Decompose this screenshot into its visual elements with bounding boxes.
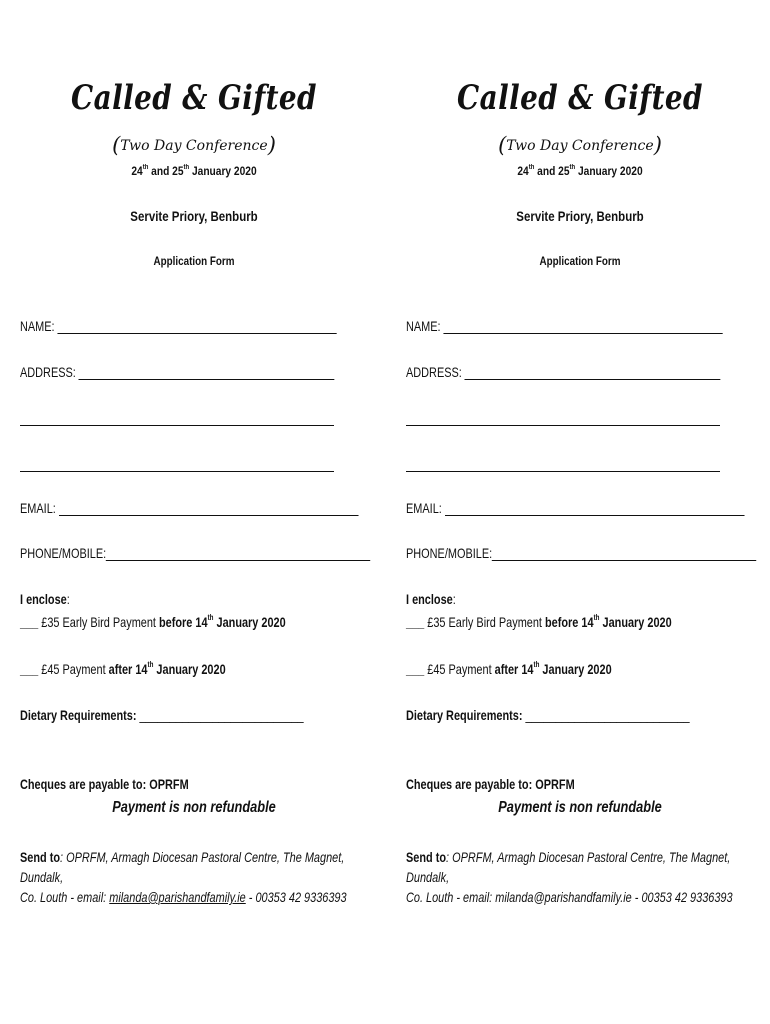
venue: Servite Priory, Benburb xyxy=(516,208,644,224)
application-form-left xyxy=(14,0,384,1024)
email-line[interactable] xyxy=(445,502,745,516)
name-field[interactable] xyxy=(20,318,337,334)
address-line-2[interactable] xyxy=(406,425,720,426)
dietary-label: Dietary Requirements: xyxy=(406,707,523,723)
address-field[interactable] xyxy=(20,364,335,380)
address-line[interactable] xyxy=(465,366,721,380)
name-field[interactable] xyxy=(406,318,723,334)
standard-payment-option[interactable]: ___ £45 Payment after 14th January 2020 xyxy=(406,660,612,677)
application-form-right xyxy=(400,0,770,1024)
form-title: Called & Gifted xyxy=(457,78,703,118)
non-refundable-note: Payment is non refundable xyxy=(498,799,662,816)
early-bird-option[interactable]: ___ £35 Early Bird Payment before 14th January 2020 xyxy=(20,613,286,630)
early-bird-option[interactable]: ___ £35 Early Bird Payment before 14th January 2020 xyxy=(406,613,672,630)
name-label: NAME: xyxy=(406,318,441,334)
subtitle-text: Two Day Conference xyxy=(506,138,654,154)
form-title: Called & Gifted xyxy=(71,78,317,118)
name-label: NAME: xyxy=(20,318,55,334)
phone-label: PHONE/MOBILE: xyxy=(20,545,107,561)
cheques-payable: Cheques are payable to: OPRFM xyxy=(406,776,575,792)
subtitle-text: Two Day Conference xyxy=(120,138,268,154)
dietary-field[interactable] xyxy=(406,707,690,723)
phone-field[interactable] xyxy=(20,545,371,561)
address-line-3[interactable] xyxy=(20,471,334,472)
phone-label: PHONE/MOBILE: xyxy=(406,545,493,561)
venue: Servite Priory, Benburb xyxy=(130,208,258,224)
email-field[interactable] xyxy=(406,500,744,516)
address-line[interactable] xyxy=(79,366,335,380)
form-subtitle: (Two Day Conference) xyxy=(112,133,276,157)
phone-line[interactable] xyxy=(106,547,370,561)
form-subtitle: (Two Day Conference) xyxy=(498,133,662,157)
send-to-address: Send to: OPRFM, Armagh Diocesan Pastoral Centre, The Magnet, Dundalk, Co. Louth - email: milanda@parishandfamily.ie - 00353 42 9336393 xyxy=(20,849,347,905)
standard-payment-option[interactable]: ___ £45 Payment after 14th January 2020 xyxy=(20,660,226,677)
name-line[interactable] xyxy=(444,320,723,334)
address-label: ADDRESS: xyxy=(406,364,462,380)
dietary-field[interactable] xyxy=(20,707,304,723)
name-line[interactable] xyxy=(58,320,337,334)
conference-dates: 24th and 25th January 2020 xyxy=(517,164,643,178)
enclose-heading: I enclose: xyxy=(20,591,70,607)
form-name: Application Form xyxy=(539,254,621,268)
address-field[interactable] xyxy=(406,364,721,380)
cheques-payable: Cheques are payable to: OPRFM xyxy=(20,776,189,792)
email-link[interactable]: milanda@parishandfamily.ie xyxy=(109,889,246,905)
form-name: Application Form xyxy=(153,254,235,268)
non-refundable-note: Payment is non refundable xyxy=(112,799,276,816)
enclose-heading: I enclose: xyxy=(406,591,456,607)
send-to-address: Send to: OPRFM, Armagh Diocesan Pastoral Centre, The Magnet, Dundalk, Co. Louth - email: milanda@parishandfamily.ie - 00353 42 9336393 xyxy=(406,849,733,905)
email-label: EMAIL: xyxy=(406,500,442,516)
address-label: ADDRESS: xyxy=(20,364,76,380)
dietary-line[interactable]: ___________________________ xyxy=(525,707,690,723)
email-address[interactable]: milanda@parishandfamily.ie xyxy=(495,889,632,905)
email-field[interactable] xyxy=(20,500,358,516)
conference-dates: 24th and 25th January 2020 xyxy=(131,164,257,178)
email-label: EMAIL: xyxy=(20,500,56,516)
email-line[interactable] xyxy=(59,502,359,516)
address-line-3[interactable] xyxy=(406,471,720,472)
dietary-label: Dietary Requirements: xyxy=(20,707,137,723)
address-line-2[interactable] xyxy=(20,425,334,426)
phone-field[interactable] xyxy=(406,545,757,561)
phone-line[interactable] xyxy=(492,547,756,561)
dietary-line[interactable]: ___________________________ xyxy=(139,707,304,723)
